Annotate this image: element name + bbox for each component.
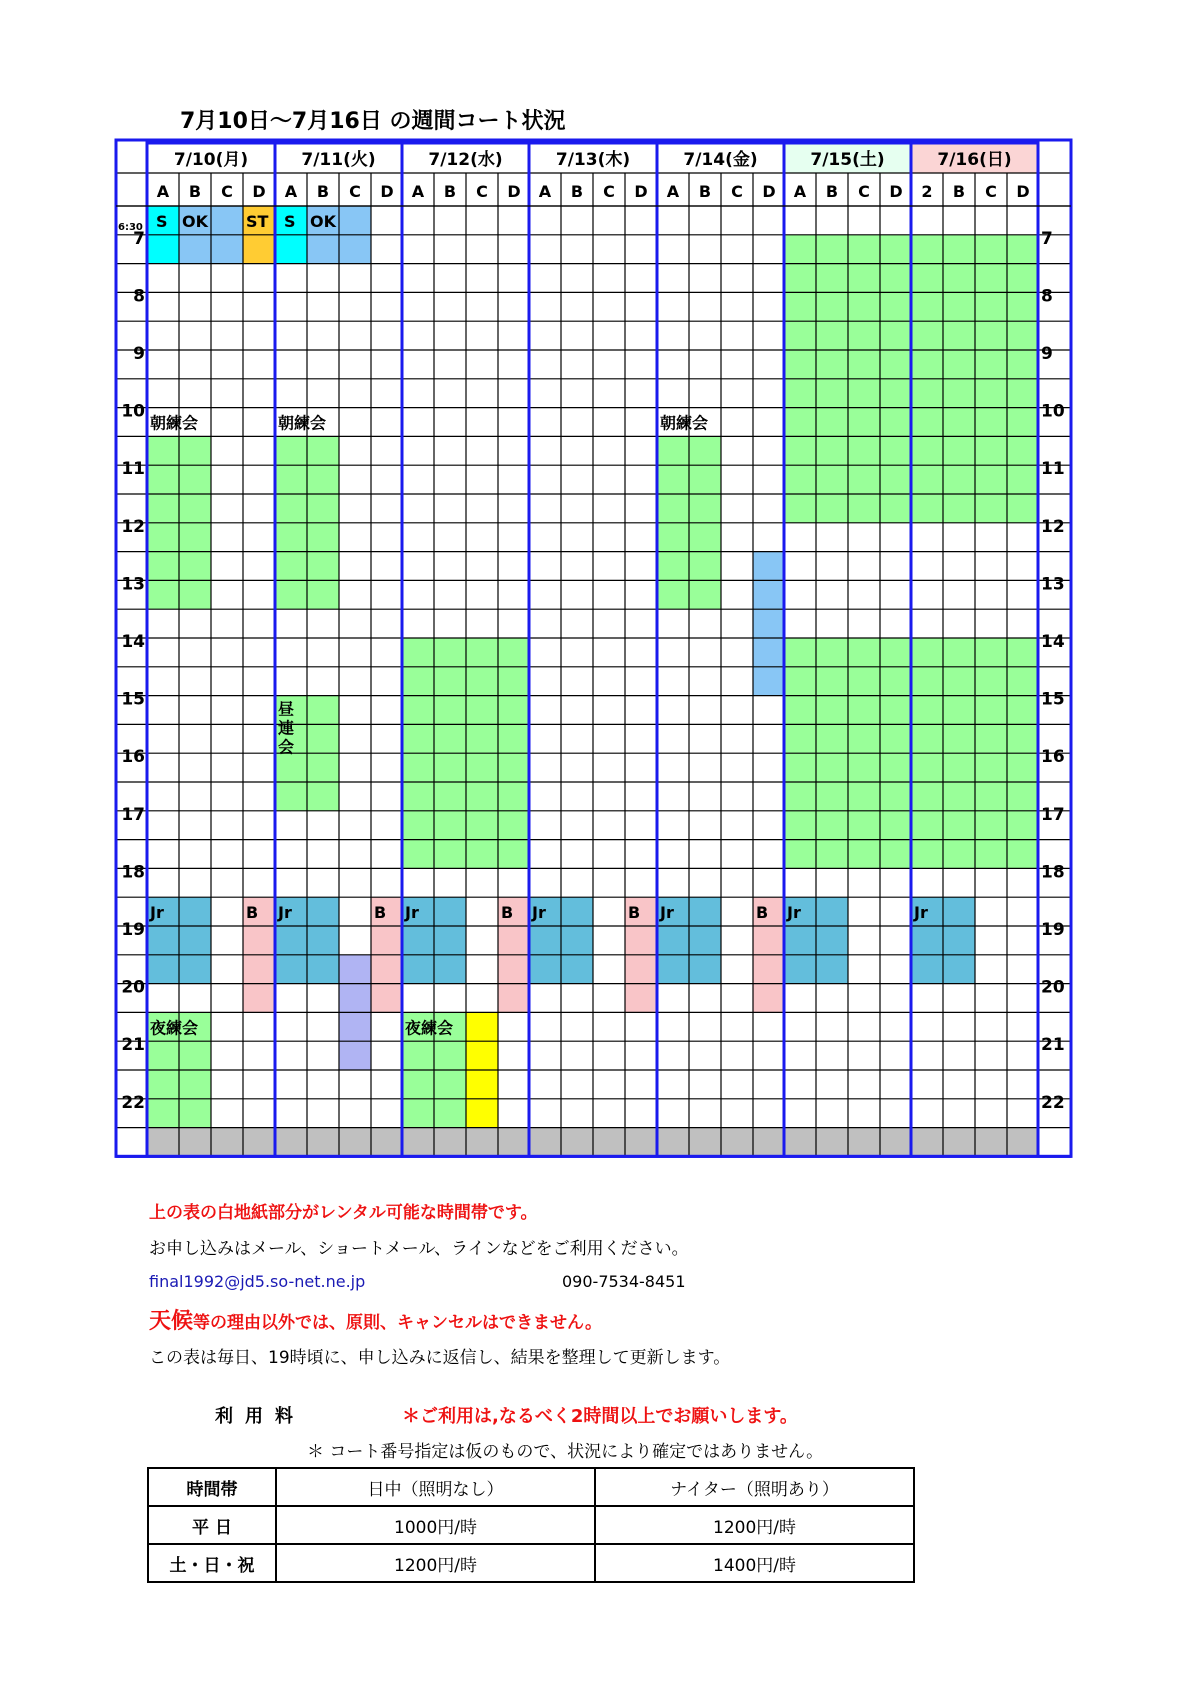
hour-label-right: 14 bbox=[1041, 632, 1065, 652]
hour-label-left: 11 bbox=[121, 459, 145, 480]
booking-label: 朝練会 bbox=[278, 413, 327, 433]
hour-label-left: 7 bbox=[133, 228, 145, 249]
hour-label-right: 18 bbox=[1041, 862, 1065, 883]
court-label: D bbox=[889, 182, 903, 201]
contact-email[interactable]: final1992@jd5.so-net.ne.jp bbox=[149, 1272, 366, 1291]
court-label: B bbox=[570, 182, 584, 201]
hour-label-left: 9 bbox=[133, 344, 145, 364]
hour-label-right: 8 bbox=[1041, 286, 1053, 307]
day-header: 7/15(土) bbox=[810, 150, 885, 170]
court-label: C bbox=[221, 182, 233, 201]
first-slot-label: 6:30 bbox=[118, 222, 143, 233]
fee-night-price: 1200円/時 bbox=[595, 1506, 914, 1544]
day-header: 7/11(火) bbox=[301, 150, 376, 170]
booking-label: Jr bbox=[787, 903, 801, 923]
booking-label: 夜練会 bbox=[150, 1018, 199, 1038]
court-label: B bbox=[825, 182, 839, 201]
booking-label: B bbox=[246, 903, 259, 923]
hour-label-left: 20 bbox=[121, 977, 145, 998]
hour-label-left: 18 bbox=[121, 862, 145, 883]
fee-table-header-row bbox=[148, 1468, 914, 1506]
court-label: B bbox=[952, 182, 966, 201]
weather-emphasis: 天候 bbox=[149, 1309, 194, 1334]
day-header: 7/12(水) bbox=[428, 150, 503, 170]
booking-label: Jr bbox=[278, 903, 292, 923]
booking-label: 連 bbox=[278, 718, 295, 738]
court-label: B bbox=[316, 182, 330, 201]
hour-label-left: 21 bbox=[121, 1035, 145, 1056]
booking-label: Jr bbox=[532, 903, 546, 923]
hour-label-right: 16 bbox=[1041, 747, 1065, 768]
fee-title: 利用料 bbox=[215, 1406, 305, 1427]
booking-label: 会 bbox=[278, 737, 295, 757]
booking-label: B bbox=[501, 903, 514, 923]
fee-note: ＊ご利用は,なるべく2時間以上でお願いします。 bbox=[402, 1406, 798, 1427]
fee-day-price: 1000円/時 bbox=[276, 1506, 595, 1544]
fee-row-label: 平 日 bbox=[148, 1506, 276, 1544]
booking-label: Jr bbox=[660, 903, 674, 923]
update-note: この表は毎日、19時頃に、申し込みに返信し、結果を整理して更新します。 bbox=[149, 1348, 731, 1368]
rental-note: 上の表の白地紙部分がレンタル可能な時間帯です。 bbox=[149, 1203, 538, 1223]
fee-row-holiday bbox=[148, 1544, 914, 1582]
court-label: C bbox=[858, 182, 870, 201]
court-label: B bbox=[698, 182, 712, 201]
contact-phone: 090-7534-8451 bbox=[562, 1272, 686, 1291]
hour-label-right: 17 bbox=[1041, 804, 1065, 825]
court-label: C bbox=[985, 182, 997, 201]
court-label: D bbox=[252, 182, 266, 201]
cancel-text: 等の理由以外では、原則、キャンセルはできません。 bbox=[193, 1313, 603, 1333]
court-label: D bbox=[1016, 182, 1030, 201]
booking-label: S bbox=[156, 212, 168, 231]
page-title: 7月10日～7月16日 の週間コート状況 bbox=[180, 109, 566, 134]
fee-row-weekday bbox=[148, 1506, 914, 1544]
court-label: D bbox=[634, 182, 648, 201]
booking-label: Jr bbox=[150, 903, 164, 923]
court-number-note: ＊ コート番号指定は仮のもので、状況により確定ではありません。 bbox=[307, 1442, 824, 1462]
booking-label: S bbox=[284, 212, 296, 231]
booking-label: B bbox=[374, 903, 387, 923]
hour-label-right: 10 bbox=[1041, 401, 1065, 422]
court-label: D bbox=[507, 182, 521, 201]
booking-label: ST bbox=[246, 212, 269, 231]
hour-label-right: 11 bbox=[1041, 459, 1065, 480]
booking-label: OK bbox=[182, 212, 208, 231]
hour-label-left: 14 bbox=[121, 632, 145, 652]
court-label: C bbox=[476, 182, 488, 201]
day-header: 7/10(月) bbox=[173, 150, 249, 170]
court-label: C bbox=[349, 182, 361, 201]
hour-label-right: 19 bbox=[1041, 920, 1065, 940]
court-label: A bbox=[666, 182, 680, 201]
court-label: C bbox=[603, 182, 615, 201]
hour-label-left: 15 bbox=[121, 689, 145, 710]
court-label: B bbox=[443, 182, 457, 201]
day-header: 7/16(日) bbox=[937, 150, 1012, 170]
hour-label-left: 16 bbox=[121, 747, 145, 768]
fee-day-price: 1200円/時 bbox=[276, 1544, 595, 1582]
booking-label: B bbox=[628, 903, 641, 923]
court-label: D bbox=[762, 182, 776, 201]
court-label: A bbox=[156, 182, 170, 201]
court-label: A bbox=[793, 182, 807, 201]
apply-note: お申し込みはメール、ショートメール、ラインなどをご利用ください。 bbox=[149, 1239, 689, 1259]
fee-header-day: 日中（照明なし） bbox=[276, 1468, 595, 1506]
booking-label: B bbox=[756, 903, 769, 923]
hour-label-right: 12 bbox=[1041, 516, 1065, 537]
fee-night-price: 1400円/時 bbox=[595, 1544, 914, 1582]
hour-label-right: 20 bbox=[1041, 977, 1065, 998]
booking-label: OK bbox=[310, 212, 336, 231]
hour-label-left: 10 bbox=[121, 401, 145, 422]
hour-label-right: 9 bbox=[1041, 344, 1053, 364]
hour-label-left: 8 bbox=[133, 286, 145, 307]
booking-label: 朝練会 bbox=[660, 413, 709, 433]
booking-label: 朝練会 bbox=[150, 413, 199, 433]
court-label: C bbox=[731, 182, 743, 201]
booking-label: Jr bbox=[914, 903, 928, 923]
booking-label: Jr bbox=[405, 903, 419, 923]
fee-header-night: ナイター（照明あり） bbox=[595, 1468, 914, 1506]
day-header: 7/14(金) bbox=[683, 150, 758, 170]
hour-label-left: 19 bbox=[121, 920, 145, 940]
booking-label: 夜練会 bbox=[405, 1018, 454, 1038]
day-header: 7/13(木) bbox=[555, 150, 631, 170]
booking-block bbox=[753, 552, 785, 696]
hour-label-right: 15 bbox=[1041, 689, 1065, 710]
hour-label-right: 22 bbox=[1041, 1092, 1065, 1113]
hour-label-right: 21 bbox=[1041, 1035, 1065, 1056]
court-label: B bbox=[188, 182, 202, 201]
hour-label-left: 17 bbox=[121, 804, 145, 825]
court-label: A bbox=[538, 182, 552, 201]
hour-label-right: 13 bbox=[1041, 574, 1065, 595]
court-label: A bbox=[411, 182, 425, 201]
hour-label-left: 13 bbox=[121, 574, 145, 595]
hour-label-right: 7 bbox=[1041, 228, 1053, 249]
fee-header-timeslot: 時間帯 bbox=[148, 1468, 276, 1506]
fee-table bbox=[147, 1467, 915, 1583]
cancel-note bbox=[149, 1304, 602, 1335]
hour-label-left: 22 bbox=[121, 1092, 145, 1113]
hour-label-left: 12 bbox=[121, 516, 145, 537]
court-label: 2 bbox=[921, 182, 933, 201]
booking-label: 昼 bbox=[278, 699, 295, 719]
fee-row-label: 土・日・祝 bbox=[148, 1544, 276, 1582]
court-label: A bbox=[284, 182, 298, 201]
court-label: D bbox=[380, 182, 394, 201]
